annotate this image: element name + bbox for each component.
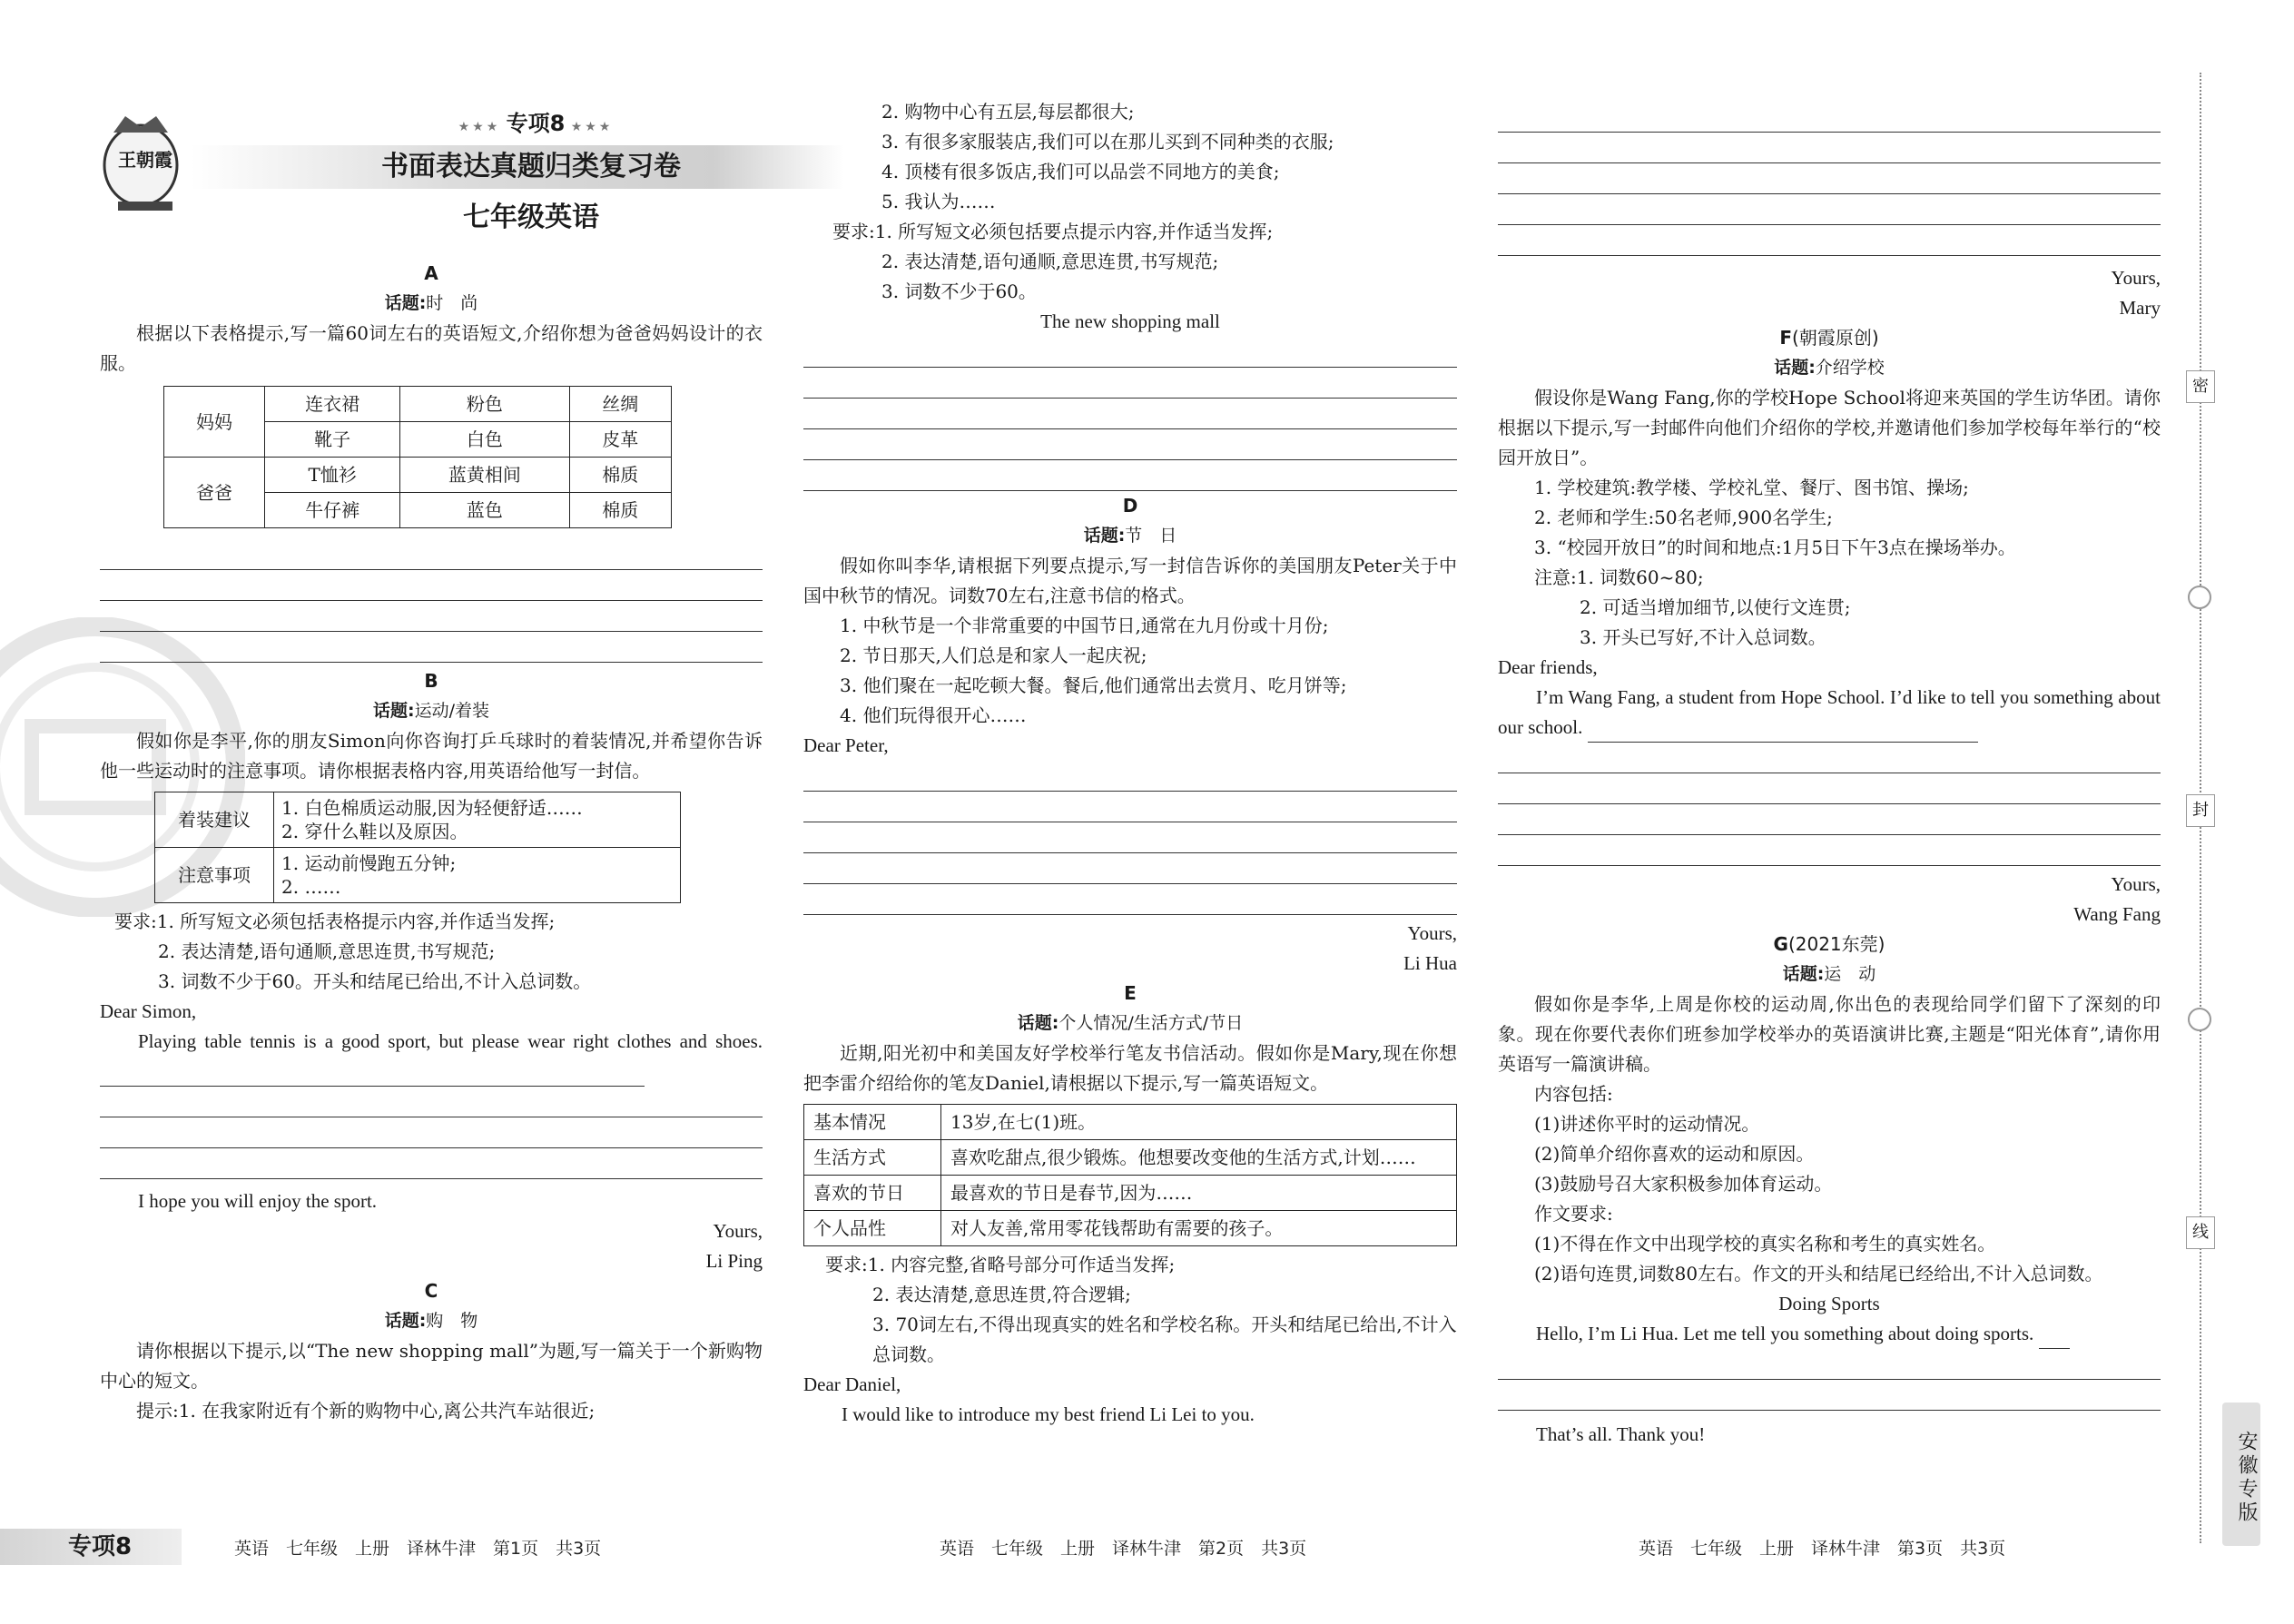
table-cell: 棉质	[569, 493, 671, 528]
table-cell: 生活方式	[804, 1140, 941, 1176]
requirement: (1)不得在作文中出现学校的真实名称和考生的真实姓名。	[1534, 1233, 1996, 1255]
writing-area-a[interactable]	[100, 539, 763, 663]
opening-text: Hello, I’m Li Hua. Let me tell you something about doing sports.	[1536, 1323, 2034, 1344]
table-cell: 妈妈	[164, 387, 265, 458]
footer-page-2: 英语 七年级 上册 译林牛津 第2页 共3页	[940, 1539, 1307, 1559]
note: 2. 可适当增加细节,以使行文连贯;	[1580, 596, 1851, 618]
table-cell: 对人友善,常用零花钱帮助有需要的孩子。	[941, 1211, 1457, 1246]
section-b-table	[154, 792, 681, 903]
topic-value: 介绍学校	[1815, 358, 1885, 378]
table-cell: 注意事项	[155, 848, 274, 903]
table-cell: 基本情况	[804, 1105, 941, 1140]
content-item: (1)讲述你平时的运动情况。	[1534, 1113, 1760, 1135]
sign-off: Yours,	[713, 1220, 763, 1242]
section-e-topic	[803, 1009, 1457, 1038]
footer-page-3: 英语 七年级 上册 译林牛津 第3页 共3页	[1639, 1539, 2006, 1559]
hint: 5. 我认为……	[881, 191, 996, 212]
table-cell: 着装建议	[155, 792, 274, 848]
point: 1. 中秋节是一个非常重要的中国节日,通常在九月份或十月份;	[840, 615, 1329, 636]
seal-mark-2: 封	[2186, 794, 2215, 827]
section-f-topic	[1498, 353, 2161, 383]
section-c-letter: C	[424, 1280, 438, 1302]
writing-blank[interactable]	[100, 1062, 645, 1087]
section-source: (朝霞原创)	[1792, 327, 1879, 349]
logo-text: 王朝霞	[118, 149, 172, 171]
section-g-prompt: 假如你是李华,上周是你校的运动周,你出色的表现给同学们留下了深刻的印象。现在你要代表你们班参加学校举办的英语演讲比赛,主题是“阳光体育”,请你用英语写一篇演讲稿。	[1498, 993, 2161, 1075]
writing-blank[interactable]	[2039, 1324, 2070, 1349]
requirement: 3. 70词左右,不得出现真实的姓名和学校名称。开头和结尾已给出,不计入总词数。	[872, 1314, 1457, 1365]
requirement: 3. 词数不少于60。	[881, 281, 1037, 302]
table-cell: 粉色	[400, 387, 569, 422]
table-cell: 靴子	[265, 422, 400, 458]
cell-line: 1. 运动前慢跑五分钟;	[281, 852, 457, 874]
requirement: 2. 表达清楚,语句通顺,意思连贯,书写规范;	[158, 940, 496, 962]
page-title: 书面表达真题归类复习卷	[381, 151, 681, 182]
topic-label: 话题:	[1017, 1013, 1059, 1033]
cell-line: 2. 穿什么鞋以及原因。	[281, 821, 468, 842]
opening-text: I’m Wang Fang, a student from Hope School. I’d like to tell you something about our school.	[1498, 686, 2161, 738]
note: 注意:1. 词数60~80;	[1534, 566, 1704, 588]
topic-label: 话题:	[1083, 526, 1126, 546]
topic-label: 话题:	[384, 293, 427, 313]
letter-greeting: Dear Daniel,	[803, 1373, 901, 1395]
letter-opening	[1498, 683, 2161, 743]
speech-closing: That’s all. Thank you!	[1536, 1423, 1706, 1445]
table-cell: 最喜欢的节日是春节,因为……	[941, 1176, 1457, 1211]
requirement: (2)语句连贯,词数80左右。作文的开头和结尾已经给出,不计入总词数。	[1534, 1263, 2103, 1284]
topic-value: 时 尚	[426, 293, 478, 313]
footer-badge-text: 专项8	[68, 1533, 133, 1560]
requirement: 要求:1. 所写短文必须包括要点提示内容,并作适当发挥;	[832, 221, 1274, 242]
footer-page-1: 英语 七年级 上册 译林牛津 第1页 共3页	[234, 1539, 602, 1559]
section-b-letter: B	[424, 670, 438, 692]
column-2	[803, 97, 1457, 1430]
table-cell: 丝绸	[569, 387, 671, 422]
letter-opening	[100, 1027, 763, 1087]
table-cell	[274, 848, 681, 903]
seal-mark-3: 线	[2186, 1216, 2215, 1249]
page-subtitle: 七年级英语	[463, 202, 599, 233]
hint: 4. 顶楼有很多饭店,我们可以品尝不同地方的美食;	[881, 161, 1280, 182]
topic-value: 运动/着装	[414, 701, 489, 721]
letter-closing: I hope you will enjoy the sport.	[138, 1190, 378, 1212]
section-f-letter: F	[1779, 327, 1793, 349]
requirement: 2. 表达清楚,意思连贯,符合逻辑;	[872, 1284, 1131, 1305]
section-e-table	[803, 1104, 1457, 1246]
content-item: (3)鼓励号召大家积极参加体育运动。	[1534, 1173, 1833, 1195]
section-b-topic	[100, 696, 763, 726]
point: 4. 他们玩得很开心……	[840, 704, 1027, 726]
section-a-topic	[100, 289, 763, 319]
requirement: 3. 词数不少于60。开头和结尾已给出,不计入总词数。	[158, 970, 592, 992]
writing-area-b[interactable]	[100, 1087, 763, 1179]
section-g-topic	[1498, 960, 2161, 989]
cell-line: 2. ……	[281, 876, 341, 898]
section-a-prompt: 根据以下表格提示,写一篇60词左右的英语短文,介绍你想为爸爸妈妈设计的衣服。	[100, 322, 763, 374]
sign-off: Yours,	[2111, 873, 2161, 895]
topic-value: 购 物	[426, 1311, 478, 1331]
signature-name: Mary	[2119, 297, 2161, 319]
signature-name: Li Ping	[705, 1250, 763, 1272]
requirement: 2. 表达清楚,语句通顺,意思连贯,书写规范;	[881, 251, 1219, 272]
point: 3. 他们聚在一起吃顿大餐。餐后,他们通常出去赏月、吃月饼等;	[840, 674, 1347, 696]
letter-greeting: Dear Simon,	[100, 1000, 197, 1022]
essay-title: Doing Sports	[1778, 1293, 1880, 1314]
edition-badge: 安徽专版	[2222, 1403, 2260, 1546]
topic-value: 运 动	[1824, 964, 1876, 984]
table-cell: 爸爸	[164, 458, 265, 528]
section-d-topic	[803, 521, 1457, 551]
table-cell: 蓝色	[400, 493, 569, 528]
sign-off: Yours,	[2111, 267, 2161, 289]
table-cell: 蓝黄相间	[400, 458, 569, 493]
point: 2. 节日那天,人们总是和家人一起庆祝;	[840, 645, 1147, 666]
writing-area-c[interactable]	[803, 337, 1457, 491]
letter-opening: I would like to introduce my best friend Li Lei to you.	[842, 1403, 1255, 1425]
section-a-letter: A	[424, 262, 438, 284]
writing-area-g[interactable]	[1498, 1349, 2161, 1411]
binding-hole-icon	[2188, 586, 2211, 609]
table-cell	[274, 792, 681, 848]
table-cell: 13岁,在七(1)班。	[941, 1105, 1457, 1140]
writing-area-e[interactable]	[1498, 102, 2161, 256]
writing-area-d[interactable]	[803, 761, 1457, 915]
opening-text: Playing table tennis is a good sport, but please wear right clothes and shoes.	[138, 1030, 763, 1052]
table-cell: T恤衫	[265, 458, 400, 493]
series-line	[372, 109, 699, 143]
topic-label: 话题:	[1782, 964, 1825, 984]
sign-off: Yours,	[1407, 922, 1457, 944]
essay-title: The new shopping mall	[1040, 310, 1220, 332]
cell-line: 1. 白色棉质运动服,因为轻便舒适……	[281, 797, 583, 819]
table-cell: 连衣裙	[265, 387, 400, 422]
table-cell: 喜欢吃甜点,很少锻炼。他想要改变他的生活方式,计划……	[941, 1140, 1457, 1176]
logo	[100, 100, 182, 218]
section-c-prompt: 请你根据以下提示,以“The new shopping mall”为题,写一篇关于一个新购物中心的短文。	[100, 1340, 763, 1392]
star-icon: ★★★	[570, 120, 614, 134]
section-c-topic	[100, 1306, 763, 1336]
section-a-table	[163, 386, 672, 528]
series-label: 专项8	[506, 111, 566, 136]
section-g-heading	[1498, 930, 2161, 960]
letter-greeting: Dear friends,	[1498, 656, 1598, 678]
table-cell: 皮革	[569, 422, 671, 458]
hint: 3. 有很多家服装店,我们可以在那儿买到不同种类的衣服;	[881, 131, 1334, 153]
note: 3. 开头已写好,不计入总词数。	[1580, 626, 1826, 648]
point: 3. “校园开放日”的时间和地点:1月5日下午3点在操场举办。	[1534, 536, 2016, 558]
section-e-letter: E	[1124, 982, 1137, 1004]
topic-label: 话题:	[372, 701, 415, 721]
signature-name: Wang Fang	[2073, 903, 2161, 925]
signature-name: Li Hua	[1403, 952, 1457, 974]
table-cell: 棉质	[569, 458, 671, 493]
column-3	[1498, 102, 2161, 1450]
writing-area-f[interactable]	[1498, 743, 2161, 866]
writing-blank[interactable]	[1588, 718, 1978, 743]
table-cell: 个人品性	[804, 1211, 941, 1246]
section-f-prompt: 假设你是Wang Fang,你的学校Hope School将迎来英国的学生访华团。请你根据以下提示,写一封邮件向他们介绍你的学校,并邀请他们参加学校每年举行的“校园开放日”。	[1498, 387, 2161, 468]
hint: 2. 购物中心有五层,每层都很大;	[881, 101, 1135, 123]
hint: 提示:1. 在我家附近有个新的购物中心,离公共汽车站很近;	[136, 1400, 596, 1422]
requirement-label: 作文要求:	[1534, 1203, 1613, 1225]
binding-hole-icon	[2188, 1008, 2211, 1031]
section-source: (2021东莞)	[1787, 933, 1885, 955]
content-label: 内容包括:	[1534, 1083, 1613, 1105]
content-item: (2)简单介绍你喜欢的运动和原因。	[1534, 1143, 1815, 1165]
seal-mark-1: 密	[2186, 370, 2215, 403]
table-cell: 牛仔裤	[265, 493, 400, 528]
speech-opening	[1498, 1319, 2161, 1349]
requirement: 要求:1. 内容完整,省略号部分可作适当发挥;	[825, 1254, 1176, 1275]
topic-label: 话题:	[1774, 358, 1816, 378]
topic-value: 个人情况/生活方式/节日	[1058, 1013, 1244, 1033]
section-f-heading	[1498, 323, 2161, 353]
topic-label: 话题:	[384, 1311, 427, 1331]
section-e-prompt: 近期,阳光初中和美国友好学校举行笔友书信活动。假如你是Mary,现在你想把李雷介绍给你的笔友Daniel,请根据以下提示,写一篇英语短文。	[803, 1042, 1457, 1094]
section-b-prompt: 假如你是李平,你的朋友Simon向你咨询打乒乓球时的着装情况,并希望你告诉他一些运动时的注意事项。请你根据表格内容,用英语给他写一封信。	[100, 730, 763, 782]
point: 1. 学校建筑:教学楼、学校礼堂、餐厅、图书馆、操场;	[1534, 477, 1969, 498]
header	[100, 0, 763, 233]
table-cell: 白色	[400, 422, 569, 458]
section-g-letter: G	[1773, 933, 1788, 955]
footer-badge	[0, 1529, 182, 1565]
letter-greeting: Dear Peter,	[803, 734, 889, 756]
column-1	[100, 0, 763, 1422]
table-cell: 喜欢的节日	[804, 1176, 941, 1211]
section-d-letter: D	[1122, 495, 1138, 517]
section-d-prompt: 假如你叫李华,请根据下列要点提示,写一封信告诉你的美国朋友Peter关于中国中秋节的情况。词数70左右,注意书信的格式。	[803, 555, 1457, 606]
requirement: 要求:1. 所写短文必须包括表格提示内容,并作适当发挥;	[114, 910, 556, 932]
point: 2. 老师和学生:50名老师,900名学生;	[1534, 507, 1833, 528]
topic-value: 节 日	[1125, 526, 1177, 546]
star-icon: ★★★	[458, 120, 501, 134]
